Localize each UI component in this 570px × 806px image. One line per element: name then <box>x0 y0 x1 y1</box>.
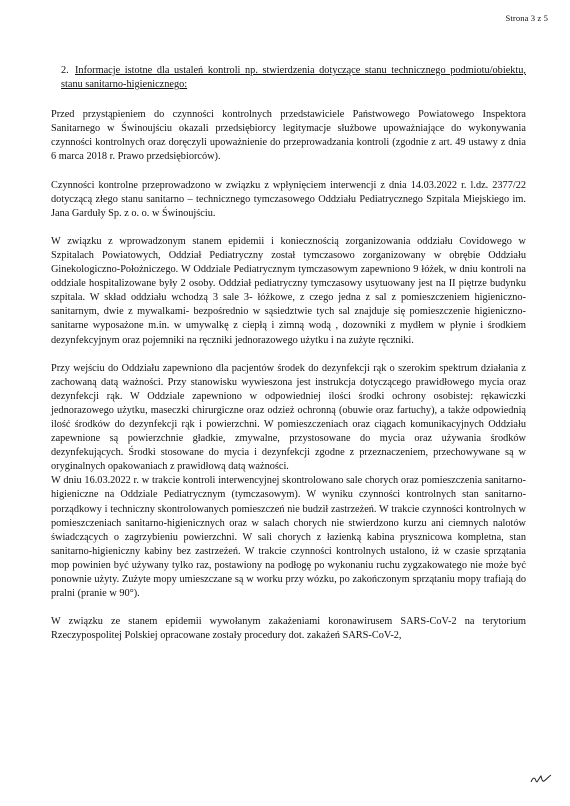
section-title: Informacje istotne dla ustaleń kontroli np. stwierdzenia dotyczące stanu technicznego podmiotu/obiektu, stanu sanitarno-higienicznego: <box>61 65 526 91</box>
paragraph-ward-layout: W związku z wprowadzonym stanem epidemii i koniecznością zorganizowania oddziału Covidowego w Szpitalach Powiatowych, Oddział Pediatryczny został tymczasowo zorganizowany w obrębie Oddziału Ginekologiczno-Położniczego. W Oddziale Pediatrycznym tymczasowym zapewniono 9 łóżek, w dniu kontroli na oddziale hospitalizowane były 2 osoby. Oddział pediatryczny tymczasowy usytuowany jest na II piętrze budynku szpitala. W skład oddziału wchodzą 3 sale 3- łóżkowe, z czego jedna z sal z pomieszczeniem higieniczno- sanitarnym, dwie z mywalkami- bezpośrednio w sąsiedztwie tych sal znajduje się pomieszczenie higieniczno-sanitarne wyposażone m.in. w umywalkę z ciepłą i zimną wodą , dozowniki z mydłem w płynie i środkiem dezynfekcyjnym oraz pojemniki na ręczniki jednorazowego użytku i na zużyte ręczniki. <box>51 235 526 346</box>
paragraph-inspection-results: W dniu 16.03.2022 r. w trakcie kontroli interwencyjnej skontrolowano sale chorych oraz pomieszczenia sanitarno-higieniczne na Oddziale Pediatrycznym (tymczasowym). W wyniku czynności kontrolnych stan sanitarno- porządkowy i techniczny skontrolowanych pomieszczeń nie budził zastrzeżeń. W trakcie czynności kontrolnych w pomieszczeniach sanitarno-higienicznych oraz w salach chorych nie stwierdzono kurzu ani ciemnych nalotów świadczących o zagrzybieniu powierzchni. W sali chorych z łazienką kabina prysznicowa kompletna, stan sanitarno-higieniczny kabiny bez zastrzeżeń. W trakcie czynności kontrolnych ustalono, iż w czasie sprzątania mop powinien być używany tylko raz, postawiony na podłogę po wykonaniu ruchu zygzakowatego nie może być ponownie użyty. Zużyte mopy umieszczane są w worku przy wózku, po zakończonym sprzątaniu mopy trafiają do pralni (pranie w 90°). <box>51 475 526 600</box>
paragraph-authorization: Przed przystąpieniem do czynności kontrolnych przedstawiciele Państwowego Powiatowego Inspektora Sanitarnego w Świnoujściu okazali przedsiębiorcy legitymacje służbowe upoważniające do wykonywania czynności kontrolnych oraz doręczyli upoważnienie do przeprowadzania kontroli (zgodnie z art. 49 ustawy z dnia 6 marca 2018 r. Prawo przedsiębiorców). <box>51 109 526 163</box>
page-number: Strona 3 z 5 <box>505 13 548 23</box>
section-number: 2. <box>61 65 69 76</box>
paragraph-disinfection: Przy wejściu do Oddziału zapewniono dla pacjentów środek do dezynfekcji rąk o szerokim spektrum działania z zachowaną datą ważności. Przy stanowisku wywieszona jest instrukcja dotyczącego prawidłowego mycia oraz dezynfekcji rąk. W Oddziale zapewniono w odpowiedniej ilości środki ochrony osobistej: rękawiczki jednorazowego użytku, maseczki chirurgiczne oraz odzież ochronną (obuwie oraz fartuchy), a także odpowiednią ilość środków do dezynfekcji rąk i powierzchni. W pomieszczeniach oraz ciągach komunikacyjnych Oddziału zapewnione są powierzchnie gładkie, zmywalne, przystosowane do mycia oraz używania środków dezynfekujących. Środki stosowane do mycia i dezynfekcji zgodne z przeznaczeniem, przechowywane są w oryginalnych opakowaniach z prawidłową datą ważności. <box>51 362 526 473</box>
paragraph-intervention: Czynności kontrolne przeprowadzono w związku z wpłynięciem interwencji z dnia 14.03.2022 r. l.dz. 2377/22 dotyczącą złego stanu sanitarno – technicznego tymczasowego Oddziału Pediatrycznego Szpitala Miejskiego im. Jana Garduły Sp. z o. o. w Świnoujściu. <box>51 179 526 219</box>
section-heading <box>51 64 526 92</box>
initials-mark <box>530 773 552 785</box>
paragraph-epidemic-procedures: W związku ze stanem epidemii wywołanym zakażeniami koronawirusem SARS-CoV-2 na terytorium Rzeczypospolitej Polskiej opracowane zostały procedury dot. zakażeń SARS-CoV-2, <box>51 616 526 642</box>
document-body <box>51 64 526 657</box>
